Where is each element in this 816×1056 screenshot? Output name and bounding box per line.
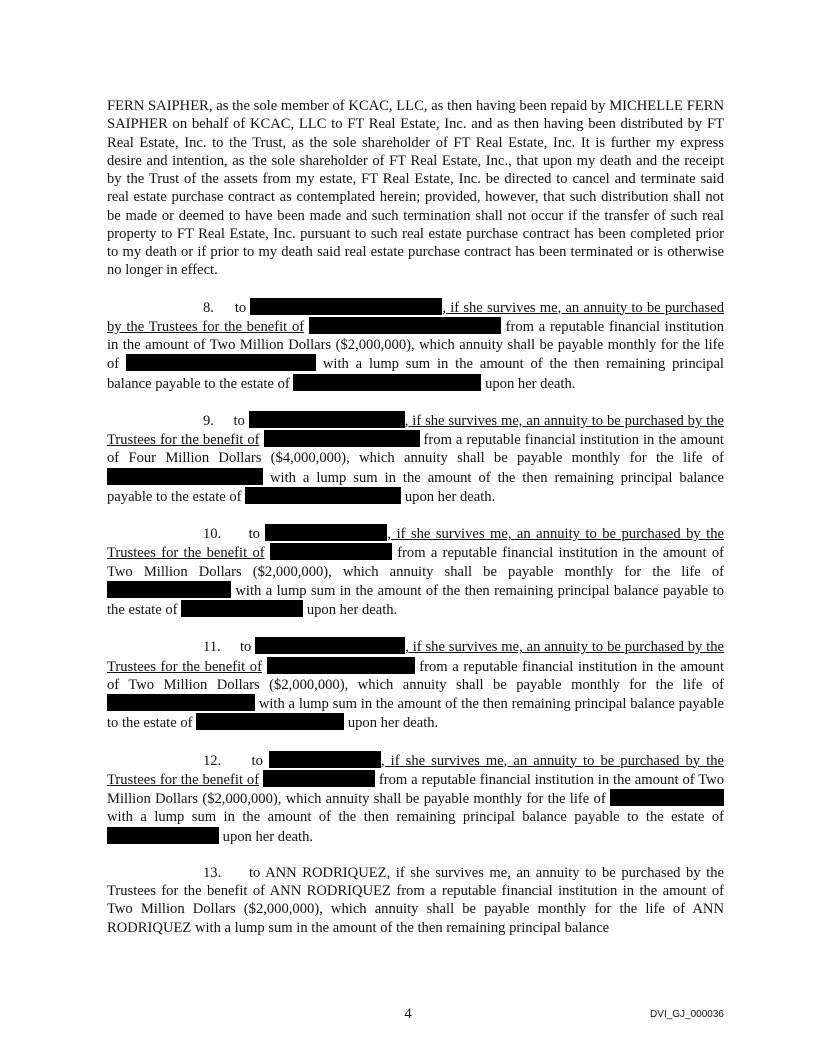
bates-number: DVI_GJ_000036 [650,1009,724,1020]
redaction-block [196,713,344,730]
item-8-text-3: from a reputable financial institution in the amount of Two Million Dollars ($2,000,000), which annuity shall be payable monthly for the life of [107,318,724,373]
item-11-text-1: to [239,639,252,656]
item-8-number: 8. [203,299,214,316]
item-12-text-3: from a reputable financial institution in the amount of Two Million Dollars ($2,000,000), which annuity shall be payable monthly for the life of [107,771,724,807]
redaction-block [264,430,420,447]
item-10-text-2: , if she survives me, an annuity to be purchased by the Trustees for the benefit of [107,526,725,562]
item-9-text-4: with a lump sum in the amount of the then remaining principal balance payable to the estate of [107,469,724,505]
item-10-text-4: with a lump sum in the amount of the then remaining principal balance payable to the estate of [107,582,724,618]
item-8 [107,298,724,393]
item-9 [107,411,724,506]
redaction-block [107,827,219,844]
item-12-text-5: upon her death. [222,828,314,845]
item-10-number: 10. [203,526,222,542]
item-8-text-5: upon her death. [485,375,576,392]
redaction-block [250,298,442,315]
item-11-text-2: , if she survives me, an annuity to be purchased by the Trustees for the benefit of [107,639,724,675]
item-12-text-4: with a lump sum in the amount of the then remaining principal balance payable to the estate of [107,809,724,826]
redaction-block [270,543,392,560]
item-8-text-4: with a lump sum in the amount of the then remaining principal balance payable to the estate of [107,356,724,392]
redaction-block [267,657,415,674]
item-11-number: 11. [203,639,221,656]
item-12-text-2: , if she survives me, an annuity to be purchased by the Trustees for the benefit of [107,752,724,788]
item-11-text-4: with a lump sum in the amount of the then remaining principal balance payable to the estate of [107,696,725,732]
redaction-block [610,789,724,806]
redaction-block [245,487,401,504]
document-body [107,97,724,937]
item-13 [107,864,724,937]
item-10-text-1: to [248,526,260,542]
redaction-block [107,468,263,485]
item-9-text-3: from a reputable financial institution in the amount of Four Million Dollars ($4,000,000), which annuity shall be payable monthly for the life of [107,432,724,467]
redaction-block [107,694,255,711]
item-8-text-2: , if she survives me, an annuity to be purchased by the Trustees for the benefit of [107,299,724,335]
continuation-paragraph: FERN SAIPHER, as the sole member of KCAC, LLC, as then having been repaid by MICHELLE FERN SAIPHER on behalf of KCAC, LLC to FT Real Estate, Inc. and as then having been distributed by FT Real Estate, Inc. to the Trust, as the sole shareholder of FT Real Estate, Inc. It is further my express desire and intention, as the sole shareholder of FT Real Estate, Inc., that upon my death and the receipt by the Trust of the assets from my estate, FT Real Estate, Inc. be directed to cancel and terminate said real estate purchase contract as contemplated herein; provided, however, that such distribution shall not be made or deemed to have been made and such termination shall not occur if the transfer of such real property to FT Real Estate, Inc. pursuant to such real estate purchase contract has been completed prior to my death or if prior to my death said real estate purchase contract has been terminated or is otherwise no longer in effect. [107,98,724,279]
item-11-text-3: from a reputable financial institution in the amount of Two Million Dollars ($2,000,000), which annuity shall be payable monthly for the life of [107,658,724,693]
redaction-block [107,581,231,598]
item-11 [107,637,724,732]
redaction-block [293,374,481,391]
item-12 [107,751,724,846]
redaction-block [249,411,405,428]
redaction-block [255,637,405,654]
item-10 [107,524,724,619]
item-11-text-5: upon her death. [347,715,439,732]
item-13-text: to ANN RODRIQUEZ, if she survives me, an annuity to be purchased by the Trustees for the benefit of ANN RODRIQUEZ from a reputable financial institution in the amount of Two Million Dollars ($2,000,000), which annuity shall be payable monthly for the life of ANN RODRIQUEZ with a lump sum in the amount of the then remaining principal balance [107,864,724,936]
redaction-block [265,524,387,541]
item-8-text-1: to [234,299,247,316]
item-10-text-5: upon her death. [306,602,398,618]
redaction-block [126,354,316,371]
item-12-text-1: to [251,752,263,769]
redaction-block [263,770,375,787]
redaction-block [181,600,303,617]
item-13-number: 13. [203,864,222,881]
page-number: 4 [404,1006,412,1022]
item-9-text-1: to [233,412,245,429]
item-10-text-3: from a reputable financial institution in the amount of Two Million Dollars ($2,000,000), which annuity shall be payable monthly for the life of [107,545,724,580]
item-9-text-2: , if she survives me, an annuity to be purchased by the Trustees for the benefit of [107,412,724,448]
redaction-block [269,751,381,768]
item-9-number: 9. [203,412,214,429]
redaction-block [309,317,501,334]
item-12-number: 12. [203,752,222,769]
item-9-text-5: upon her death. [404,488,496,505]
